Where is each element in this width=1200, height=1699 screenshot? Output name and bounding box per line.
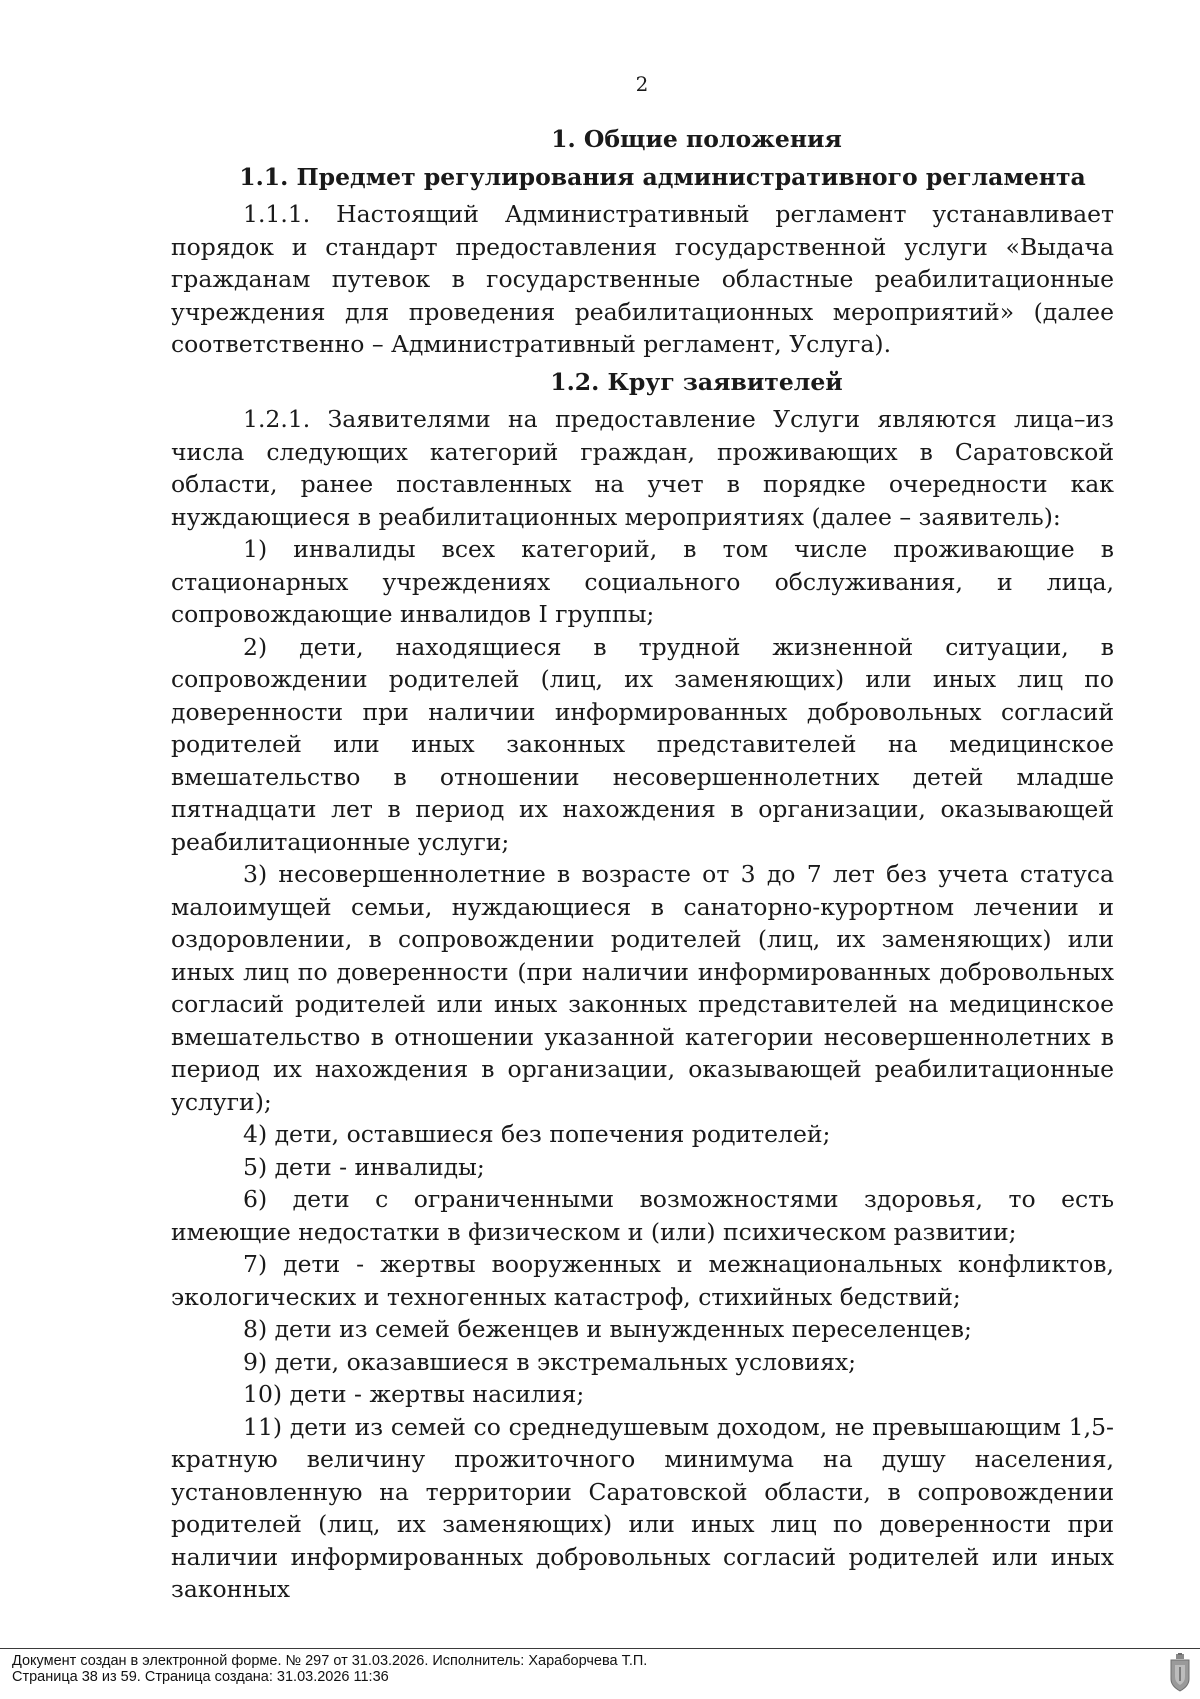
coat-of-arms-icon <box>1168 1653 1192 1693</box>
subsection-heading-subject: 1.1. Предмет регулирования административного регламента <box>239 162 1086 191</box>
page-number: 2 <box>635 72 649 96</box>
document-footer <box>0 1648 1200 1699</box>
list-item: 3) несовершеннолетние в возрасте от 3 до 7 лет без учета статуса малоимущей семьи, нуждающиеся в санаторно-курортном лечении и оздоровлении, в сопровождении родителей (лиц, их заменяющих) или иных лиц по доверенности (при наличии информированных добровольных согласий родителей или иных законных представителей на медицинское вмешательство в отношении указанной категории несовершеннолетних в период их нахождения в организации, оказывающей реабилитационные услуги); <box>171 860 1114 1116</box>
list-item: 10) дети - жертвы насилия; <box>243 1380 585 1408</box>
list-item: 2) дети, находящиеся в трудной жизненной ситуации, в сопровождении родителей (лиц, их заменяющих) или иных лиц по доверенности при наличии информированных добровольных согласий родителей или иных законных представителей на медицинское вмешательство в отношении несовершеннолетних детей младше пятнадцати лет в период их нахождения в организации, оказывающей реабилитационные услуги; <box>171 632 1114 856</box>
section-heading-general: 1. Общие положения <box>551 125 842 153</box>
list-item: 11) дети из семей со среднедушевым доходом, не превышающим 1,5-кратную величину прожиточного минимума на душу населения, установленную на территории Саратовской области, в сопровождении родителей (лиц, их заменяющих) или иных лиц по доверенности при наличии информированных добровольных согласий родителей или иных законных <box>171 1412 1114 1603</box>
paragraph-1-1-1: 1.1.1. Настоящий Административный регламент устанавливает порядок и стандарт предоставления государственной услуги «Выдача гражданам путевок в государственные областные реабилитационные учреждения для проведения реабилитационных мероприятий» (далее соответственно – Административный регламент, Услуга). <box>171 200 1114 358</box>
list-item: 4) дети, оставшиеся без попечения родителей; <box>243 1120 831 1148</box>
list-item: 1) инвалиды всех категорий, в том числе проживающие в стационарных учреждениях социального обслуживания, и лица, сопровождающие инвалидов I группы; <box>171 535 1114 628</box>
footer-text <box>12 1653 647 1685</box>
document-body <box>171 118 1114 1606</box>
footer-line-page: Страница 38 из 59. Страница создана: 31.03.2026 11:36 <box>12 1669 389 1685</box>
list-item: 7) дети - жертвы вооруженных и межнациональных конфликтов, экологических и техногенных катастроф, стихийных бедствий; <box>171 1250 1114 1311</box>
list-item: 6) дети с ограниченными возможностями здоровья, то есть имеющие недостатки в физическом и (или) психическом развитии; <box>171 1185 1114 1246</box>
list-item: 8) дети из семей беженцев и вынужденных переселенцев; <box>243 1315 972 1343</box>
footer-line-document: Документ создан в электронной форме. № 297 от 31.03.2026. Исполнитель: Хараборчева Т.П. <box>12 1653 648 1669</box>
list-item: 9) дети, оказавшиеся в экстремальных условиях; <box>243 1347 857 1376</box>
subsection-heading-applicants: 1.2. Круг заявителей <box>550 367 843 396</box>
paragraph-1-2-1: 1.2.1. Заявителями на предоставление Услуги являются лица–из числа следующих категорий граждан, проживающих в Саратовской области, ранее поставленных на учет в порядке очередности как нуждающиеся в реабилитационных мероприятиях (далее – заявитель): <box>171 405 1114 531</box>
list-item: 5) дети - инвалиды; <box>243 1152 485 1181</box>
